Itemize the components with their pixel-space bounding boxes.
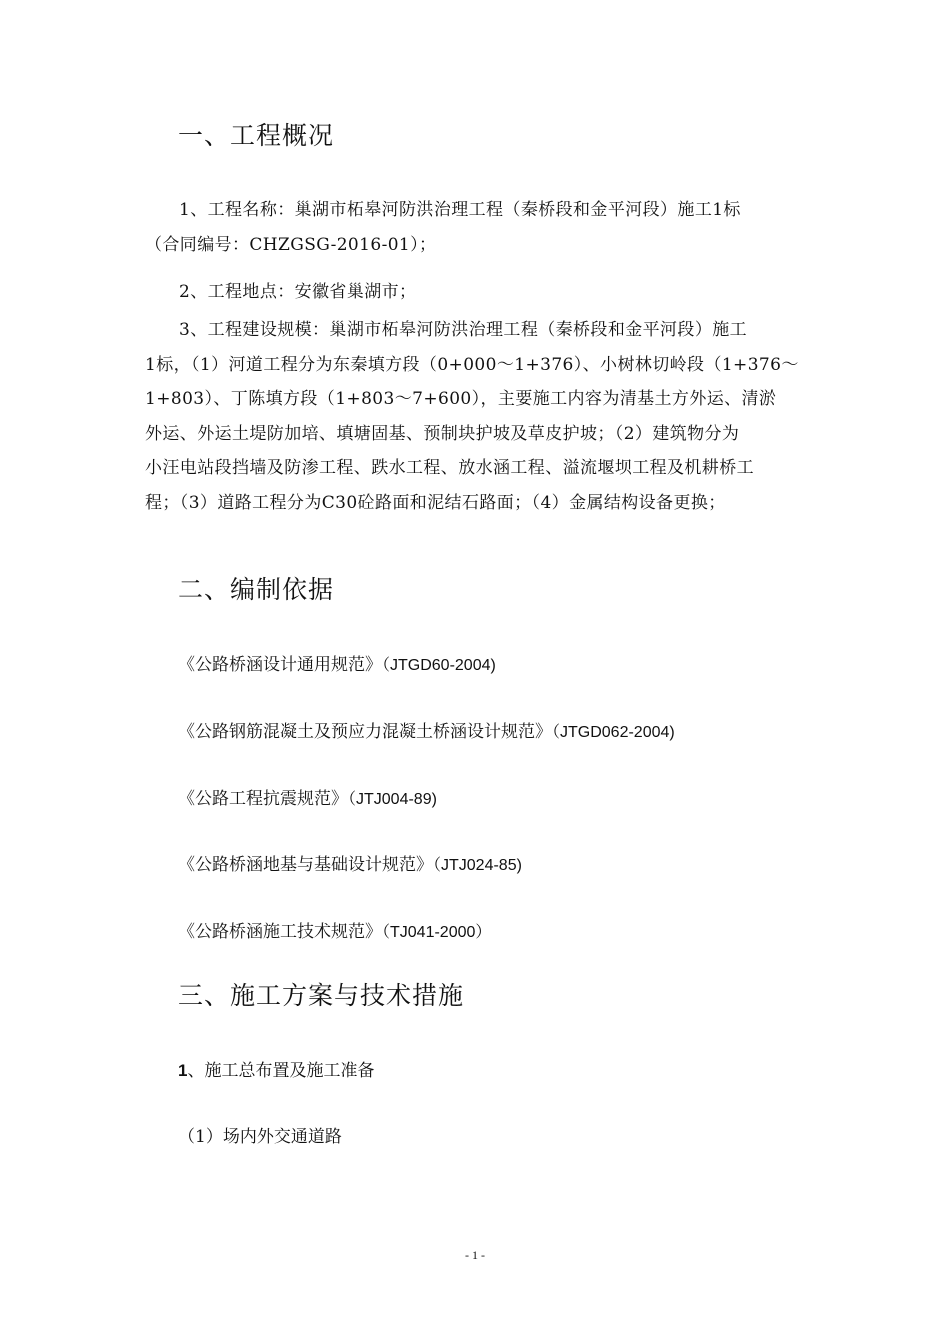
- reference-code: （JTGD60-2004): [382, 657, 496, 674]
- text-line: 小汪电站段挡墙及防渗工程、跌水工程、放水涵工程、溢流堰坝工程及机耕桥工: [145, 458, 754, 478]
- text-line: 2、工程地点：安徽省巢湖市；: [179, 282, 417, 302]
- reference-code: （JTJ024-85): [433, 857, 522, 874]
- reference-name: 《公路工程抗震规范》: [178, 789, 348, 809]
- paragraph-project-scale: [145, 313, 807, 520]
- section-title-basis: 二、编制依据: [178, 575, 335, 604]
- section-title-overview: 一、工程概况: [178, 121, 335, 150]
- reference-item: [178, 784, 437, 809]
- subsection-number: 1: [178, 1061, 188, 1080]
- reference-item: [178, 717, 675, 742]
- reference-item: [178, 917, 491, 942]
- text-line: 外运、外运土堤防加培、填塘固基、预制块护坡及草皮护坡；（2）建筑物分为: [145, 423, 740, 444]
- reference-code: （JTJ004-89): [348, 791, 437, 808]
- subsection-text: 、施工总布置及施工准备: [187, 1061, 375, 1081]
- text-line: 1标，（1）河道工程分为东秦填方段（0+000～1+376）、小树林切岭段（1+376～: [145, 354, 799, 375]
- page-number: - 1 -: [465, 1248, 485, 1262]
- text-line: 1+803）、丁陈填方段（1+803～7+600），主要施工内容为清基土方外运、清淤: [145, 389, 777, 409]
- reference-name: 《公路桥涵地基与基础设计规范》: [178, 855, 433, 875]
- reference-name: 《公路钢筋混凝土及预应力混凝土桥涵设计规范》: [178, 722, 552, 742]
- text-line: 3、工程建设规模：巢湖市柘皋河防洪治理工程（秦桥段和金平河段）施工: [179, 320, 748, 340]
- paragraph-project-location: [145, 275, 807, 310]
- reference-item: [178, 850, 522, 875]
- text-line: 1、工程名称：巢湖市柘皋河防洪治理工程（秦桥段和金平河段）施工1标: [179, 200, 741, 220]
- paragraph-project-name: [145, 193, 807, 262]
- text-line: 程；（3）道路工程分为C30砼路面和泥结石路面；（4）金属结构设备更换；: [145, 492, 726, 513]
- reference-name: 《公路桥涵设计通用规范》: [178, 655, 382, 675]
- subsection-title: [178, 1056, 374, 1081]
- subsubsection-title: （1）场内外交通道路: [178, 1127, 342, 1147]
- reference-code: （JTGD062-2004): [552, 724, 675, 741]
- section-title-construction: 三、施工方案与技术措施: [178, 981, 465, 1010]
- reference-code: （TJ041-2000）: [382, 924, 492, 941]
- reference-item: [178, 650, 496, 675]
- reference-name: 《公路桥涵施工技术规范》: [178, 922, 382, 942]
- text-line: （合同编号：CHZGSG-2016-01）；: [145, 234, 437, 255]
